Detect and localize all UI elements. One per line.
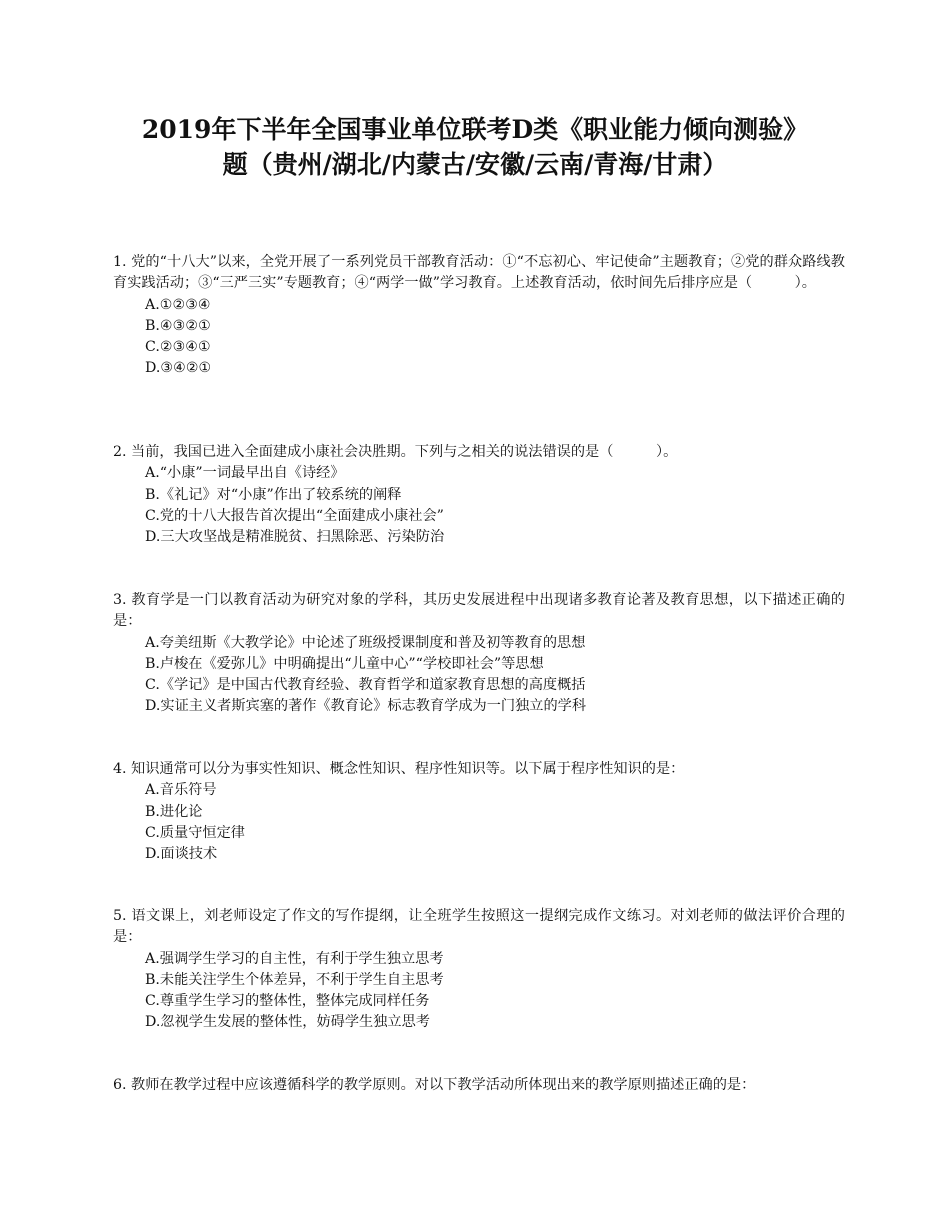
option-list	[113, 295, 845, 380]
question-stem: 4. 知识通常可以分为事实性知识、概念性知识、程序性知识等。以下属于程序性知识的是：	[113, 761, 685, 777]
option-d: D.实证主义者斯宾塞的著作《教育论》标志教育学成为一门独立的学科	[145, 698, 587, 715]
question-stem: 6. 教师在教学过程中应该遵循科学的教学原则。对以下教学活动所体现出来的教学原则描述正确的是：	[113, 1077, 756, 1093]
question-2	[113, 442, 845, 548]
title-line-2: 题（贵州/湖北/内蒙古/安徽/云南/青海/甘肃）	[222, 150, 728, 179]
option-b: B.进化论	[145, 803, 203, 820]
question-stem: 1. 党的“十八大”以来，全党开展了一系列党员干部教育活动：①“不忘初心、牢记使命”主题教育；②党的群众路线教育实践活动；③“三严三实”专题教育；④“两学一做”学习教育。上述教育活动，依时间先后排序应是（ ）。	[113, 254, 845, 292]
option-c: C.《学记》是中国古代教育经验、教育哲学和道家教育思想的高度概括	[145, 677, 586, 694]
option-d: D.忽视学生发展的整体性，妨碍学生独立思考	[145, 1014, 430, 1031]
question-3	[113, 590, 845, 718]
option-c: C.尊重学生学习的整体性，整体完成同样任务	[145, 993, 430, 1010]
option-c: C.质量守恒定律	[145, 824, 245, 841]
option-a: A.①②③④	[145, 296, 211, 313]
option-list	[113, 949, 845, 1034]
question-stem: 5. 语文课上，刘老师设定了作文的写作提纲，让全班学生按照这一提纲完成作文练习。对刘老师的做法评价合理的是：	[113, 908, 845, 946]
question-stem: 3. 教育学是一门以教育活动为研究对象的学科，其历史发展进程中出现诸多教育论著及教育思想，以下描述正确的是：	[113, 592, 845, 630]
option-a: A.夸美纽斯《大教学论》中论述了班级授课制度和普及初等教育的思想	[145, 634, 586, 651]
question-5	[113, 906, 845, 1034]
question-stem: 2. 当前，我国已进入全面建成小康社会决胜期。下列与之相关的说法错误的是（ ）。	[113, 444, 678, 460]
document-title	[60, 112, 890, 182]
option-d: D.面谈技术	[145, 846, 218, 863]
title-line-1: 2019年下半年全国事业单位联考D类《职业能力倾向测验》	[141, 115, 809, 144]
option-b: B.卢梭在《爱弥儿》中明确提出“儿童中心”“学校即社会”等思想	[145, 655, 544, 672]
option-c: C.党的十八大报告首次提出“全面建成小康社会”	[145, 507, 444, 524]
option-b: B.④③②①	[145, 317, 211, 334]
question-6	[113, 1075, 845, 1096]
option-d: D.三大攻坚战是精准脱贫、扫黑除恶、污染防治	[145, 529, 445, 546]
option-d: D.③④②①	[145, 360, 212, 377]
question-1	[113, 252, 845, 380]
option-b: B.未能关注学生个体差异，不利于学生自主思考	[145, 971, 444, 988]
option-a: A.强调学生学习的自主性，有利于学生独立思考	[145, 950, 444, 967]
option-c: C.②③④①	[145, 339, 211, 356]
option-list	[113, 780, 845, 865]
option-a: A.“小康”一词最早出自《诗经》	[145, 465, 345, 482]
option-list	[113, 463, 845, 548]
option-b: B.《礼记》对“小康”作出了较系统的阐释	[145, 486, 402, 503]
option-list	[113, 633, 845, 718]
option-a: A.音乐符号	[145, 782, 217, 799]
question-4	[113, 759, 845, 865]
